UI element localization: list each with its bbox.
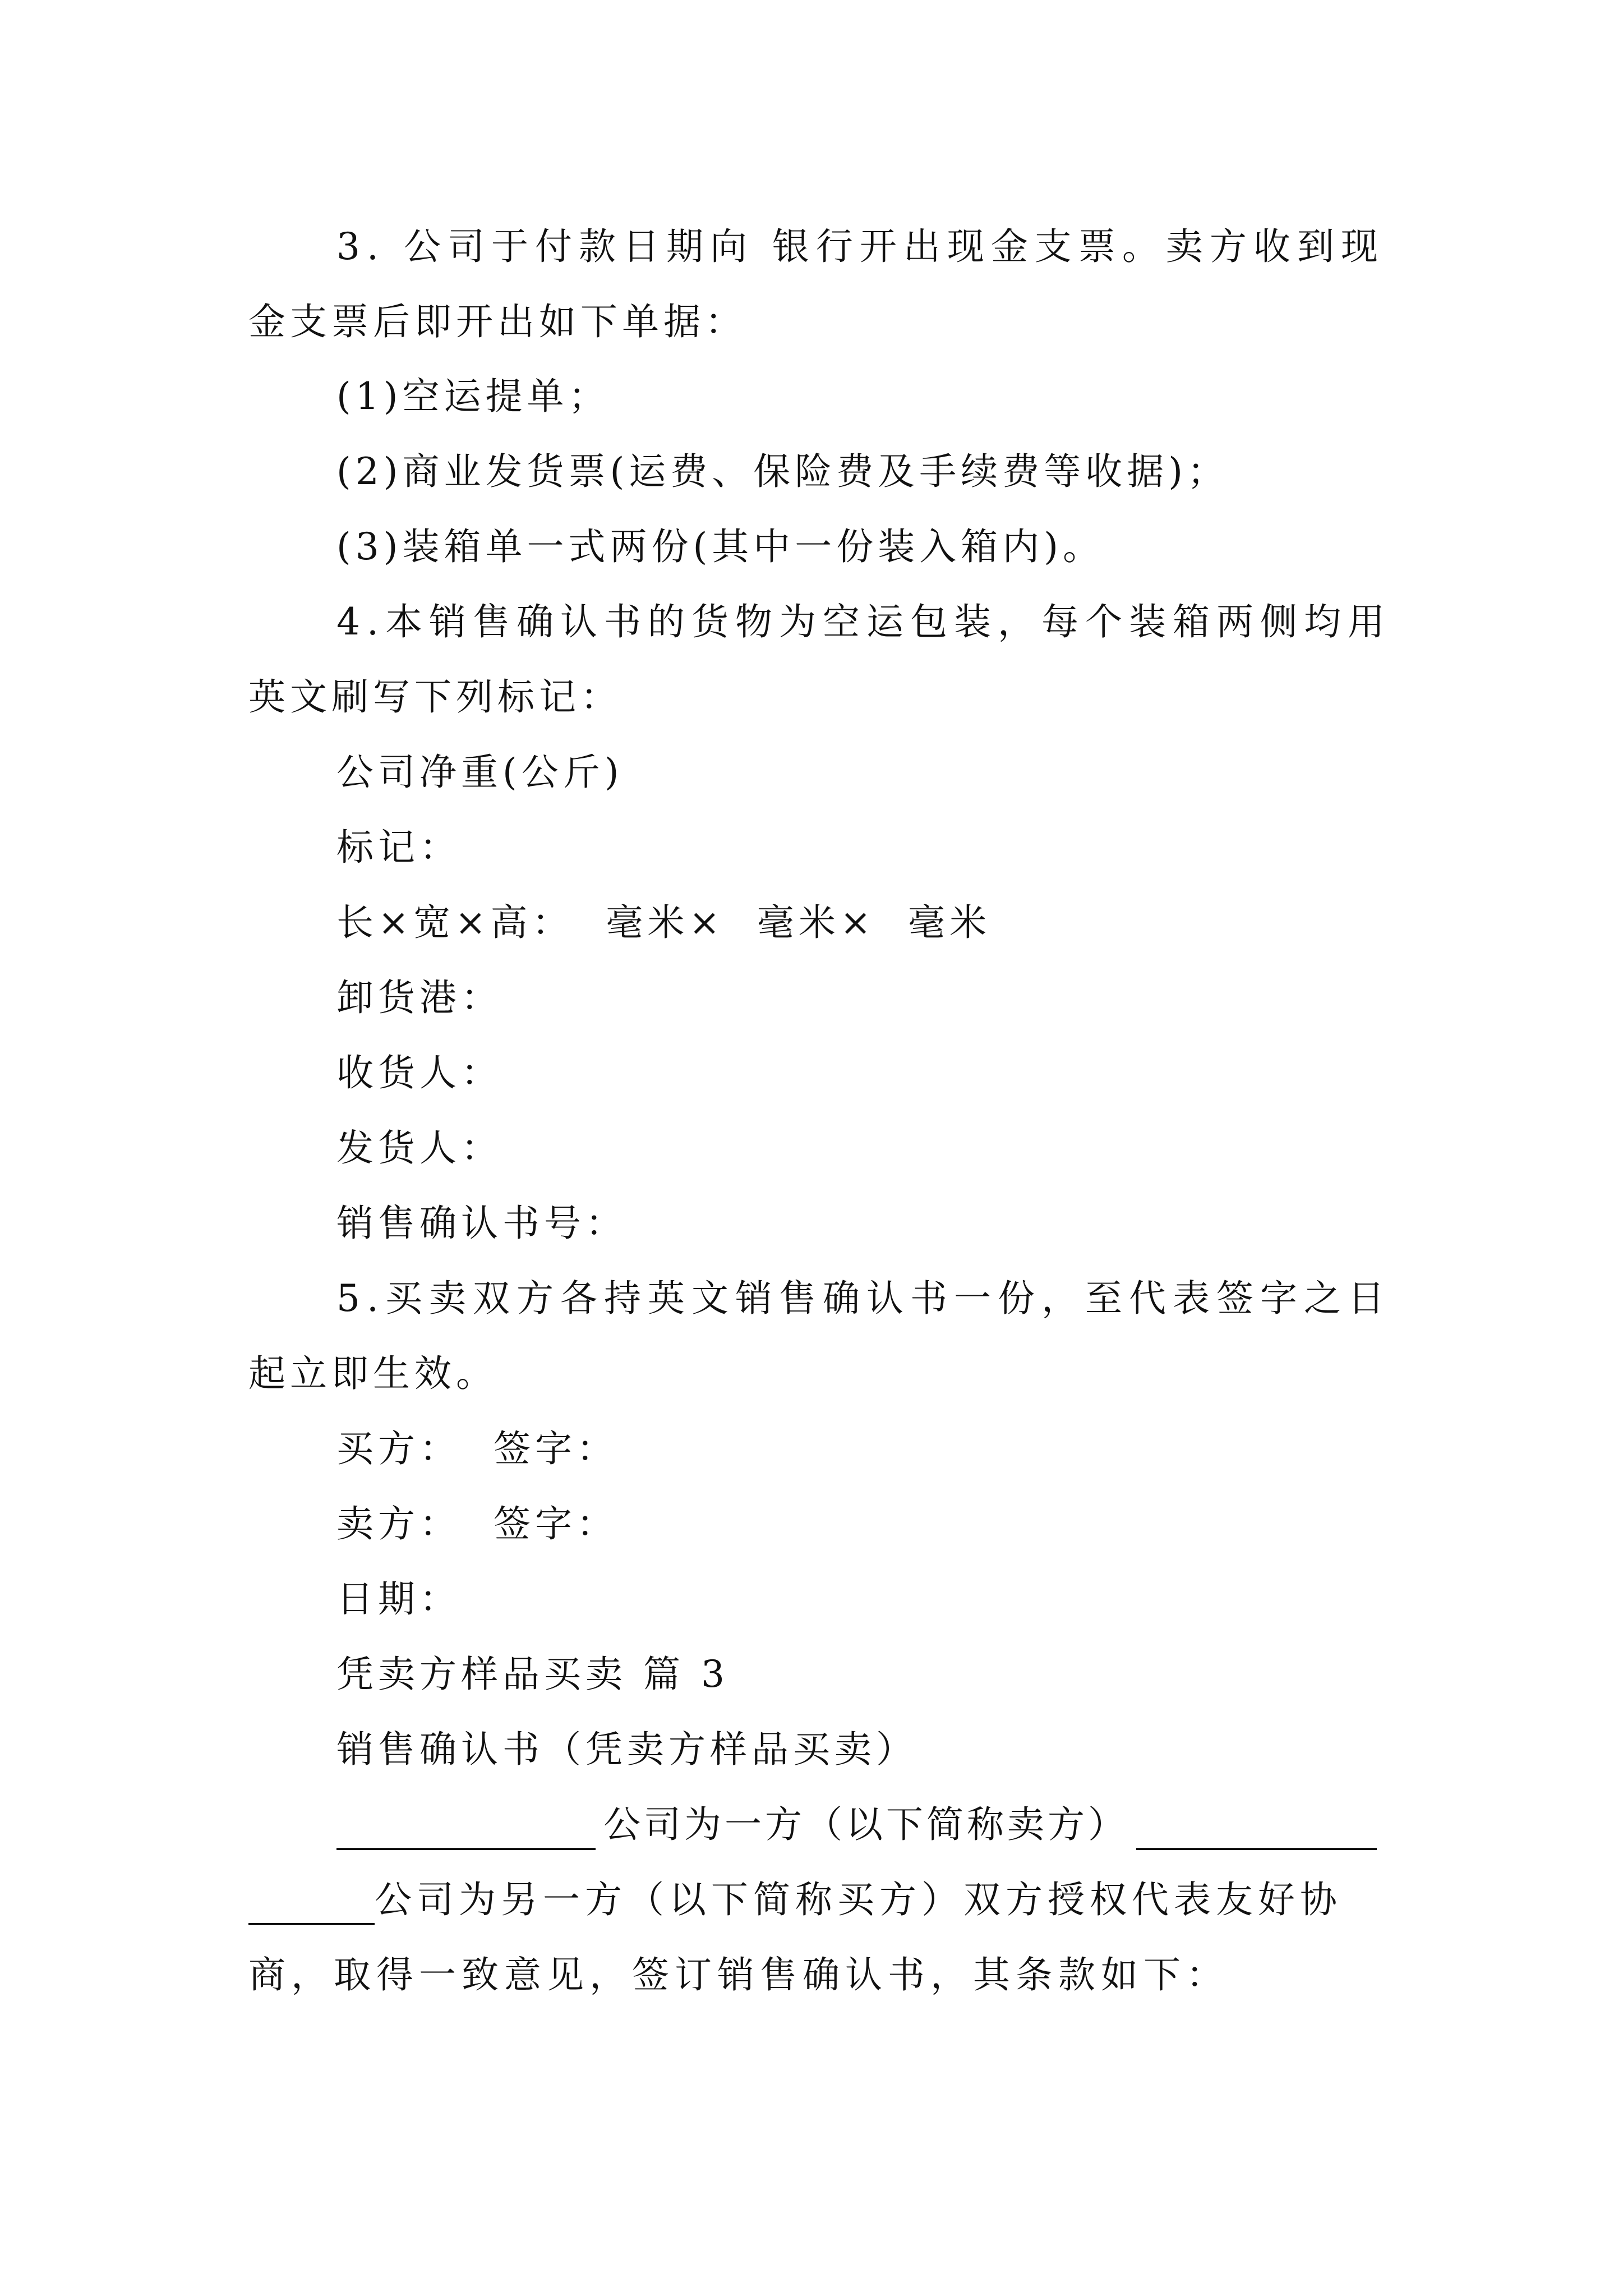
party-line-1	[336, 1800, 1377, 1850]
mark-port-of-discharge: 卸货港：	[336, 976, 502, 1019]
mark-dimensions: 长×宽×高： 毫米× 毫米× 毫米	[336, 901, 992, 944]
seller-signature: 卖方： 签字：	[336, 1502, 618, 1545]
list-item-2: (2)商业发货票(运费、保险费及手续费等收据)；	[336, 450, 1229, 493]
list-item-3: (3)装箱单一式两份(其中一份装入箱内)。	[336, 525, 1104, 568]
paragraph-5-line-2: 起立即生效。	[248, 1352, 497, 1395]
paragraph-3-line-2: 金支票后即开出如下单据：	[248, 300, 746, 343]
party-line-1-text: 公司为一方（以下简称卖方）	[603, 1803, 1128, 1846]
buyer-name-blank-start	[1136, 1807, 1377, 1850]
party-line-2-text: 公司为另一方（以下简称买方）双方授权代表友好协	[375, 1878, 1342, 1921]
party-line-3: 商，取得一致意见，签订销售确认书，其条款如下：	[248, 1953, 1229, 1996]
section-title-3: 凭卖方样品买卖 篇 3	[336, 1653, 729, 1696]
paragraph-4-line-2: 英文刷写下列标记：	[248, 675, 622, 719]
seller-name-blank	[336, 1807, 596, 1850]
buyer-name-blank-end	[248, 1883, 375, 1925]
mark-company-weight: 公司净重(公斤)	[336, 751, 624, 794]
mark-confirmation-number: 销售确认书号：	[336, 1202, 627, 1245]
mark-label: 标记：	[336, 826, 461, 869]
buyer-signature: 买方： 签字：	[336, 1427, 618, 1470]
paragraph-4-line-1: 4.本销售确认书的货物为空运包装，每个装箱两侧均用	[336, 600, 1391, 643]
mark-consignee: 收货人：	[336, 1051, 502, 1094]
paragraph-3-line-1	[336, 222, 1476, 272]
paragraph-5-line-1: 5.买卖双方各持英文销售确认书一份，至代表签字之日	[336, 1277, 1391, 1320]
paragraph-3-text: 3. 公司于付款日期向 银行开出现金支票。卖方收到现	[336, 225, 1385, 268]
mark-shipper: 发货人：	[336, 1126, 502, 1170]
list-item-1: (1)空运提单；	[336, 375, 610, 418]
confirmation-title: 销售确认书（凭卖方样品买卖）	[336, 1728, 917, 1771]
date-line: 日期：	[336, 1577, 461, 1621]
party-line-2	[248, 1875, 1377, 1925]
